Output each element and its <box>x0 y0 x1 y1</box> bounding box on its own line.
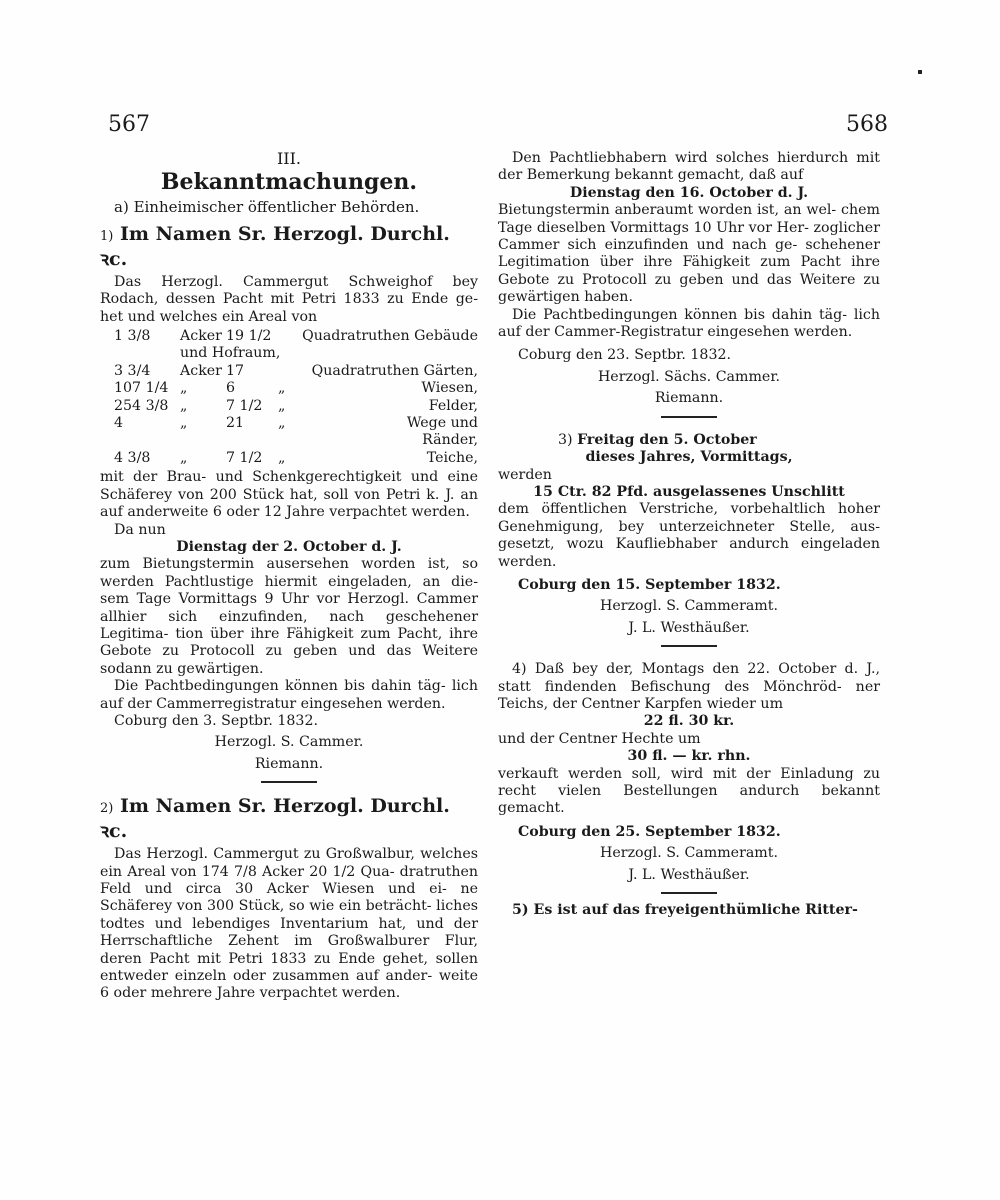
item-1-heading <box>100 223 478 270</box>
page-number-right: 568 <box>846 112 888 137</box>
area-row: 1 3/8 Acker 19 1/2 Quadratruthen Gebäude <box>114 328 478 345</box>
item-1-da-nun: Da nun <box>114 521 166 538</box>
item-1-body: zum Bietungstermin ausersehen worden ist, so werden Pachtlustige hiermit eingeladen, an die- sem Tage Vormittags 9 Uhr vor Herzogl. Cammer allhier sich einzufinden, nach geschehener Legitima- tion über ihre Fähigkeit zum Pacht, ihre Gebote zu Protocoll zu geben und das Weitere sodann zu gewärtigen. <box>100 556 478 677</box>
item-2-body: Das Herzogl. Cammergut zu Großwalbur, welches ein Areal von 174 7/8 Acker 20 1/2 Qua- dratruthen Feld und circa 30 Acker Wiesen und ei- ne Schäferey von 300 Stück, so wie ein beträcht- liches todtes und lebendiges Inventarium hat, und der Herrschaftliche Zehent im Großwalburer Flur, deren Pacht mit Petri 1833 zu Ende gehet, sollen entweder einzeln oder zusammen auf ander- weite 6 oder mehrere Jahre verpachtet werden. <box>100 846 478 1002</box>
item-2-heading <box>100 795 478 842</box>
separator-rule <box>661 416 717 418</box>
item-4-mid: und der Centner Hechte um <box>498 730 701 747</box>
item-4-body-2: verkauft werden soll, wird mit der Einladung zu recht vielen Bestellungen andurch bekannt gemacht. <box>498 765 880 817</box>
separator-rule <box>661 645 717 647</box>
item-2-cont-conditions: Die Pachtbedingungen können bis dahin täg- lich auf der Cammer-Registratur eingesehen werden. <box>498 306 880 341</box>
section-number: III. <box>276 149 302 168</box>
item-5-text-body: Es ist auf das freyeigenthümliche Ritter- <box>533 902 858 919</box>
item-4-signer: J. L. Westhäußer. <box>628 866 750 883</box>
item-4-authority: Herzogl. S. Cammeramt. <box>600 845 778 862</box>
item-4-text-1: Daß bey der, Montags den 22. October d. J., statt findenden Befischung des Mönchröd- ner Teichs, der Centner Karpfen wieder um <box>498 661 880 712</box>
item-2-cont-body: Bietungstermin anberaumt worden ist, an wel- chem Tage dieselben Vormittags 10 Uhr vor Her- zoglicher Cammer sich einzufinden und nach ge- schehener Legitimation über ihre Fähigkeit zum Pacht ihre Gebote zu Protocoll zu geben und das Weitere zu gewärtigen haben. <box>498 202 880 306</box>
item-1-after-table: mit der Brau- und Schenkgerechtigkeit und eine Schäferey von 200 Stück hat, soll von Petri k. J. an auf anderweite 6 oder 12 Jahre verpachtet werden. <box>100 469 478 521</box>
area-row: 107 1/4 „ 6 „ Wiesen, <box>114 380 478 397</box>
item-3-number: 3) <box>558 431 573 448</box>
item-4-place-date: Coburg den 25. September 1832. <box>518 823 781 840</box>
separator-rule <box>261 781 317 783</box>
item-3-goods: 15 Ctr. 82 Pfd. ausgelassenes Unschlitt <box>533 483 845 500</box>
area-row: Ränder, <box>422 432 478 449</box>
item-2-cont-date: Dienstag den 16. October d. J. <box>569 184 809 201</box>
item-2-heading-text: Im Namen Sr. Herzogl. Durchl. ꝛc. <box>100 795 450 843</box>
area-row: und Hofraum, <box>180 345 281 362</box>
ink-speck <box>918 70 922 74</box>
item-1-intro: Das Herzogl. Cammergut Schweighof bey Rodach, dessen Pacht mit Petri 1833 zu Ende ge- het und welches ein Areal von <box>100 273 478 325</box>
item-3-date: Freitag den 5. October <box>577 431 757 448</box>
area-row: 4 „ 21 „ Wege und <box>114 415 478 432</box>
separator-rule <box>661 892 717 894</box>
item-3-date-2: dieses Jahres, Vormittags, <box>585 449 793 466</box>
item-3-signer: J. L. Westhäußer. <box>628 619 750 636</box>
item-4-price-carp: 22 fl. 30 kr. <box>643 713 735 730</box>
subsection-title: a) Einheimischer öffentlicher Behörden. <box>114 198 420 217</box>
item-1-signer: Riemann. <box>254 755 324 772</box>
item-3-body: dem öffentlichen Verstriche, vorbehaltlich hoher Genehmigung, bey unterzeichneter Stelle, aus- gesetzt, wozu Kaufliebhaber andurch eingeladen werden. <box>498 501 880 570</box>
item-1-date: Dienstag der 2. October d. J. <box>176 538 402 555</box>
item-3-header <box>498 432 880 449</box>
area-row: 254 3/8 „ 7 1/2 „ Felder, <box>114 397 478 414</box>
item-1-heading-text: Im Namen Sr. Herzogl. Durchl. ꝛc. <box>100 222 450 270</box>
item-3-place-date: Coburg den 15. September 1832. <box>518 576 781 593</box>
item-1-conditions: Die Pachtbedingungen können bis dahin täg- lich auf der Cammerregistratur eingesehen werden. <box>100 678 478 712</box>
item-5-number: 5) <box>512 902 529 919</box>
item-2-cont-intro: Den Pachtliebhabern wird solches hierdurch mit der Bemerkung bekannt gemacht, daß auf <box>498 150 880 184</box>
item-1-number: 1) <box>100 228 114 244</box>
item-4-price-pike: 30 fl. — kr. rhn. <box>627 748 751 765</box>
item-1-place-date: Coburg den 3. Septbr. 1832. <box>114 712 318 729</box>
item-2-cont-place-date: Coburg den 23. Septbr. 1832. <box>518 347 732 364</box>
right-column <box>498 150 880 919</box>
item-2-number: 2) <box>100 801 114 817</box>
area-row: 3 3/4 Acker 17 Quadratruthen Gärten, <box>114 362 478 379</box>
area-table <box>100 328 478 467</box>
item-5-text <box>498 902 880 919</box>
item-2-cont-signer: Riemann. <box>654 390 724 407</box>
page-number-left: 567 <box>108 112 150 137</box>
item-3-authority: Herzogl. S. Cammeramt. <box>600 598 778 615</box>
item-2-cont-authority: Herzogl. Sächs. Cammer. <box>597 368 781 385</box>
area-row: 4 3/8 „ 7 1/2 „ Teiche, <box>114 449 478 466</box>
left-column <box>100 150 478 1003</box>
item-1-authority: Herzogl. S. Cammer. <box>214 734 364 751</box>
item-3-werden: werden <box>498 466 552 483</box>
item-4-number: 4) <box>512 661 527 678</box>
item-4-body-1 <box>498 661 880 713</box>
section-title: Bekanntmachungen. <box>160 169 418 196</box>
